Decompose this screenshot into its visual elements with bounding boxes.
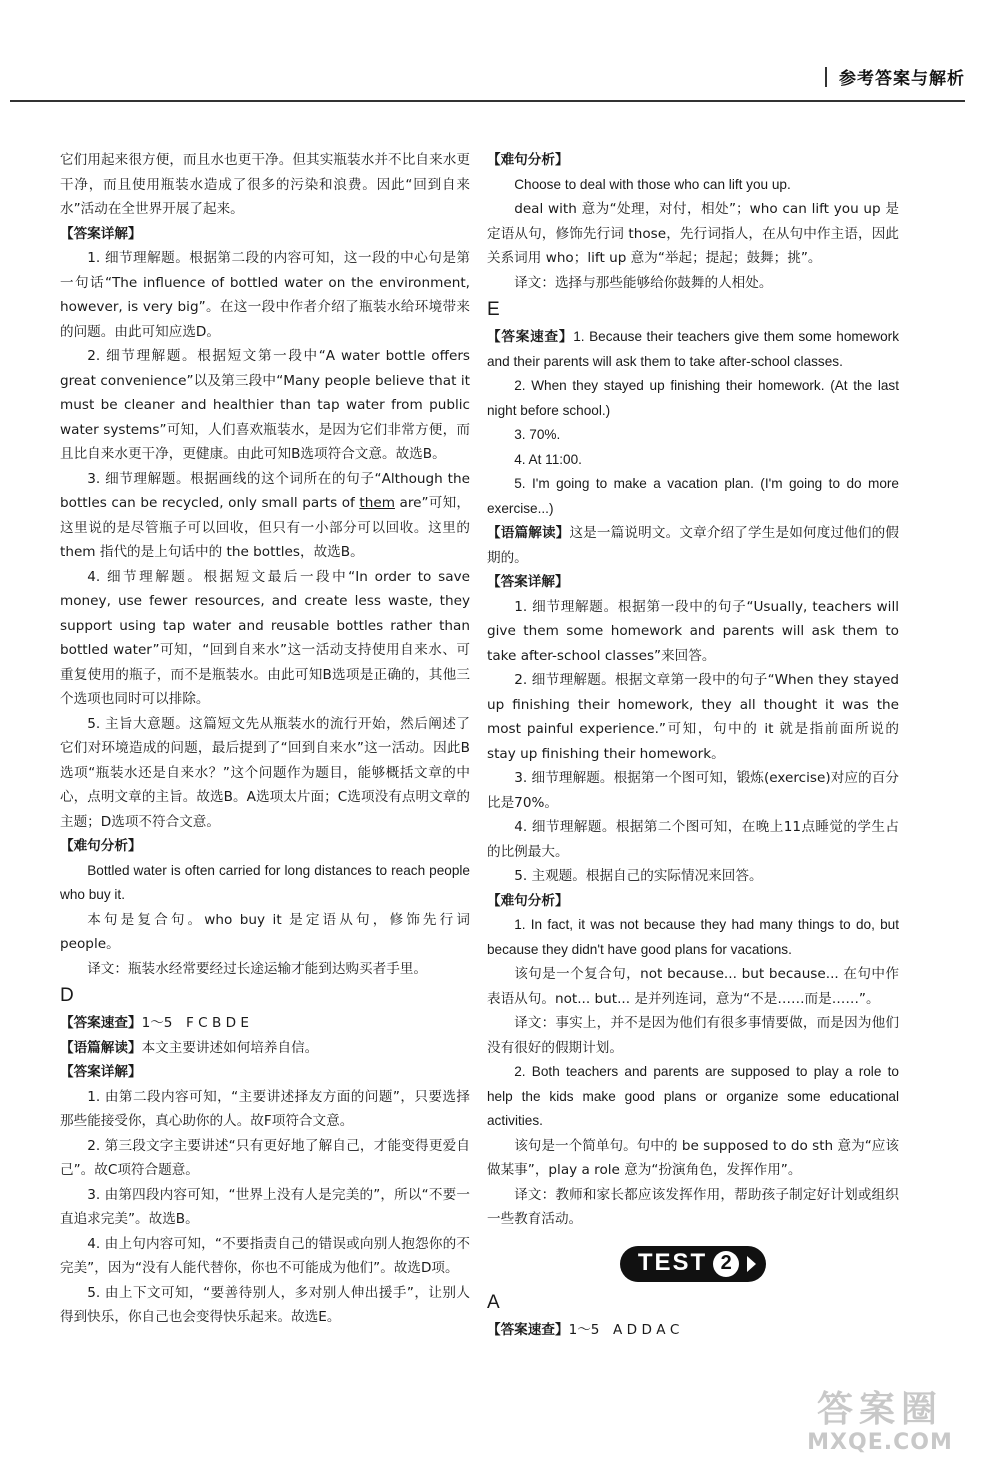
e-hard-2-translation: 译文：教师和家长都应该发挥作用，帮助孩子制定好计划或组织一些教育活动。	[487, 1186, 899, 1227]
d-explanation-3: 3. 由第四段内容可知，“世界上没有人是完美的”，所以“不要一直追求完美”。故选B。	[60, 1186, 470, 1227]
e-explanation-3: 3. 细节理解题。根据第一个图可知，锻炼(exercise)对应的百分比是70%。	[487, 770, 899, 811]
e-explanation-4: 4. 细节理解题。根据第二个图可知，在晚上11点睡觉的学生占的比例最大。	[487, 819, 899, 860]
d-answer-key-text: 1～5 F C B D E	[141, 1015, 250, 1031]
page-header	[10, 60, 965, 102]
c-hard-sentence-translation: 译文：选择与那些能够给你鼓舞的人相处。	[514, 274, 773, 291]
e-reading-tag: 【语篇解读】	[487, 525, 570, 541]
c-hard-sentence-tag: 【难句分析】	[487, 152, 569, 168]
test-badge-wrapper	[487, 1246, 899, 1282]
hard-sentence-tag: 【难句分析】	[60, 838, 142, 854]
e-hard-1-en: 1. In fact, it was not because they had many things to do, but because they didn't have good plans for vacations.	[487, 917, 899, 957]
e-hard-sentence-tag: 【难句分析】	[487, 892, 569, 909]
c-hard-sentence-analysis: deal with 意为“处理，对付，相处”；who can lift you up 是定语从句，修饰先行词 those，先行词指人，在从句中作主语，因此关系词用 who；lift up 意为“举起；提起；鼓舞；挑”。	[487, 201, 899, 266]
hard-sentence-translation: 译文：瓶装水经常要经过长途运输才能到达购买者手里。	[87, 960, 428, 977]
d-explanation-4: 4. 由上句内容可知，“不要指责自己的错误或向别人抱怨你的不完美”，因为“没有人能代替你，你也不可能成为他们”。故选D项。	[60, 1235, 470, 1276]
watermark-line2: MXQE.COM	[807, 1430, 953, 1455]
explanation-q5: 5. 主旨大意题。这篇短文先从瓶装水的流行开始，然后阐述了它们对环境造成的问题，最后提到了“回到自来水”这一活动。因此B选项“瓶装水还是自来水？”这个问题作为题目，能够概括文章的中心，点明文章的主旨。故选B。A选项太片面；C选项没有点明文章的主题；D选项不符合文意。	[60, 715, 470, 830]
watermark-line1: 答案圈	[816, 1389, 943, 1430]
intro-paragraph: 它们用起来很方便，而且水也更干净。但其实瓶装水并不比自来水更干净，而且使用瓶装水造成了很多的污染和浪费。因此“回到自来水”活动在全世界开展了起来。	[60, 152, 470, 217]
e-hard-2-analysis: 该句是一个简单句。句中的 be supposed to do sth 意为“应该做某事”，play a role 意为“扮演角色，发挥作用”。	[487, 1137, 899, 1178]
test-label: TEST	[637, 1249, 708, 1277]
c-hard-sentence-en: Choose to deal with those who can lift you up.	[514, 176, 791, 192]
e-answer-1-text: 1. Because their teachers give them some homework and their parents will ask them to take after-school classes.	[487, 329, 899, 369]
e-reading	[487, 521, 899, 570]
test-number: 2	[713, 1251, 739, 1277]
d-answer-key-tag: 【答案速查】	[60, 1015, 142, 1031]
e-hard-1-analysis: 该句是一个复合句，not because... but because... 在句中作表语从句。not... but... 是并列连词，意为“不是……而是……”。	[487, 966, 899, 1007]
e-hard-2-en: 2. Both teachers and parents are supposed to play a role to help the kids make good plans or organize some educational activities.	[487, 1064, 899, 1128]
answer-detail-tag: 【答案详解】	[60, 225, 142, 242]
e-answer-5: 5. I'm going to make a vacation plan. (I'm going to do more exercise...)	[487, 476, 899, 516]
section-a-heading: A	[487, 1291, 500, 1313]
e-answer-2: 2. When they stayed up finishing their homework. (At the last night before school.)	[487, 378, 899, 418]
section-e-heading: E	[487, 299, 500, 320]
explanation-q2: 2. 细节理解题。根据短文第一段中“A water bottle offers great convenience”以及第三段中“Many people believe that it must be cleaner and healthier than tap water from public water systems”可知，人们喜欢瓶装水，是因为它们非常方便，而且比自来水更干净，更健康。由此可知B选项符合文意。故选B。	[60, 348, 470, 462]
d-explanation-1: 1. 由第二段内容可知，“主要讲述择友方面的问题”，只要选择那些能接受你，真心助你的人。故F项符合文意。	[60, 1088, 470, 1129]
e-explanation-5: 5. 主观题。根据自己的实际情况来回答。	[514, 868, 763, 884]
d-reading	[60, 1036, 470, 1061]
e-hard-1-translation: 译文：事实上，并不是因为他们有很多事情要做，而是因为他们没有很好的假期计划。	[487, 1015, 899, 1056]
watermark-logo	[790, 1390, 970, 1462]
e-answer-key-tag: 【答案速查】	[487, 329, 574, 344]
section-d-heading: D	[60, 985, 74, 1006]
a-answer-key	[487, 1318, 899, 1343]
hard-sentence-analysis: 本句是复合句。who buy it 是定语从句，修饰先行词 people。	[60, 911, 470, 952]
d-explanation-5: 5. 由上下文可知，“要善待别人，多对别人伸出援手”，让别人得到快乐，你自己也会变得快乐起来。故选E。	[60, 1284, 470, 1325]
left-column	[60, 148, 470, 1330]
e-answer-3: 3. 70%.	[514, 427, 561, 442]
a-answer-key-text: 1～5 A D D A C	[568, 1321, 680, 1338]
q3-text-post: are”可知，这里说的是尽管瓶子可以回收，但只有一小部分可以回收。这里的 them 指代的是上句话中的 the bottles，故选B。	[60, 495, 470, 560]
e-answer-4: 4. At 11:00.	[514, 451, 582, 467]
right-column	[487, 148, 899, 1342]
d-detail-tag: 【答案详解】	[60, 1064, 142, 1080]
play-arrow-icon	[747, 1256, 756, 1272]
hard-sentence-en: Bottled water is often carried for long distances to reach people who buy it.	[60, 862, 470, 902]
d-explanation-2: 2. 第三段文字主要讲述“只有更好地了解自己，才能变得更爱自己”。故C项符合题意。	[60, 1137, 470, 1178]
e-explanation-2: 2. 细节理解题。根据文章第一段中的句子“When they stayed up finishing their homework, they all thought it was the most painful experience.”可知，句中的 it 就是指前面所说的 stay up finishing their homework。	[487, 672, 899, 762]
e-reading-text: 这是一篇说明文。文章介绍了学生是如何度过他们的假期的。	[487, 525, 900, 566]
e-explanation-1: 1. 细节理解题。根据第一段中的句子“Usually, teachers will give them some homework and parents will ask them to take after-school classes”来回答。	[487, 598, 899, 664]
a-answer-key-tag: 【答案速查】	[487, 1321, 569, 1338]
test-badge	[620, 1246, 766, 1282]
explanation-q4: 4. 细节理解题。根据短文最后一段中“In order to save money, use fewer resources, and create less waste, they support using tap water and reusable bottles rather than bottled water”可知，“回到自来水”这一活动支持使用自来水、可重复使用的瓶子，而不是瓶装水。由此可知B选项是正确的，其他三个选项也同时可以排除。	[60, 568, 470, 707]
q3-text-pre: 3. 细节理解题。根据画线的这个词所在的句子“Although the bottles can be recycled, only small parts of	[60, 470, 470, 511]
e-answer-1	[487, 325, 899, 374]
d-reading-text: 本文主要讲述如何培养自信。	[141, 1039, 319, 1056]
q3-underlined-word: them	[359, 495, 395, 511]
d-answer-key	[60, 1011, 470, 1036]
e-detail-tag: 【答案详解】	[487, 574, 569, 590]
d-reading-tag: 【语篇解读】	[60, 1039, 142, 1056]
explanation-q3	[60, 467, 470, 565]
explanation-q1: 1. 细节理解题。根据第二段的内容可知，这一段的中心句是第一句话“The influence of bottled water on the environment, however, is very big”。在这一段中作者介绍了瓶装水给环境带来的问题。由此可知应选D。	[60, 250, 470, 340]
header-title: 参考答案与解析	[839, 64, 965, 89]
